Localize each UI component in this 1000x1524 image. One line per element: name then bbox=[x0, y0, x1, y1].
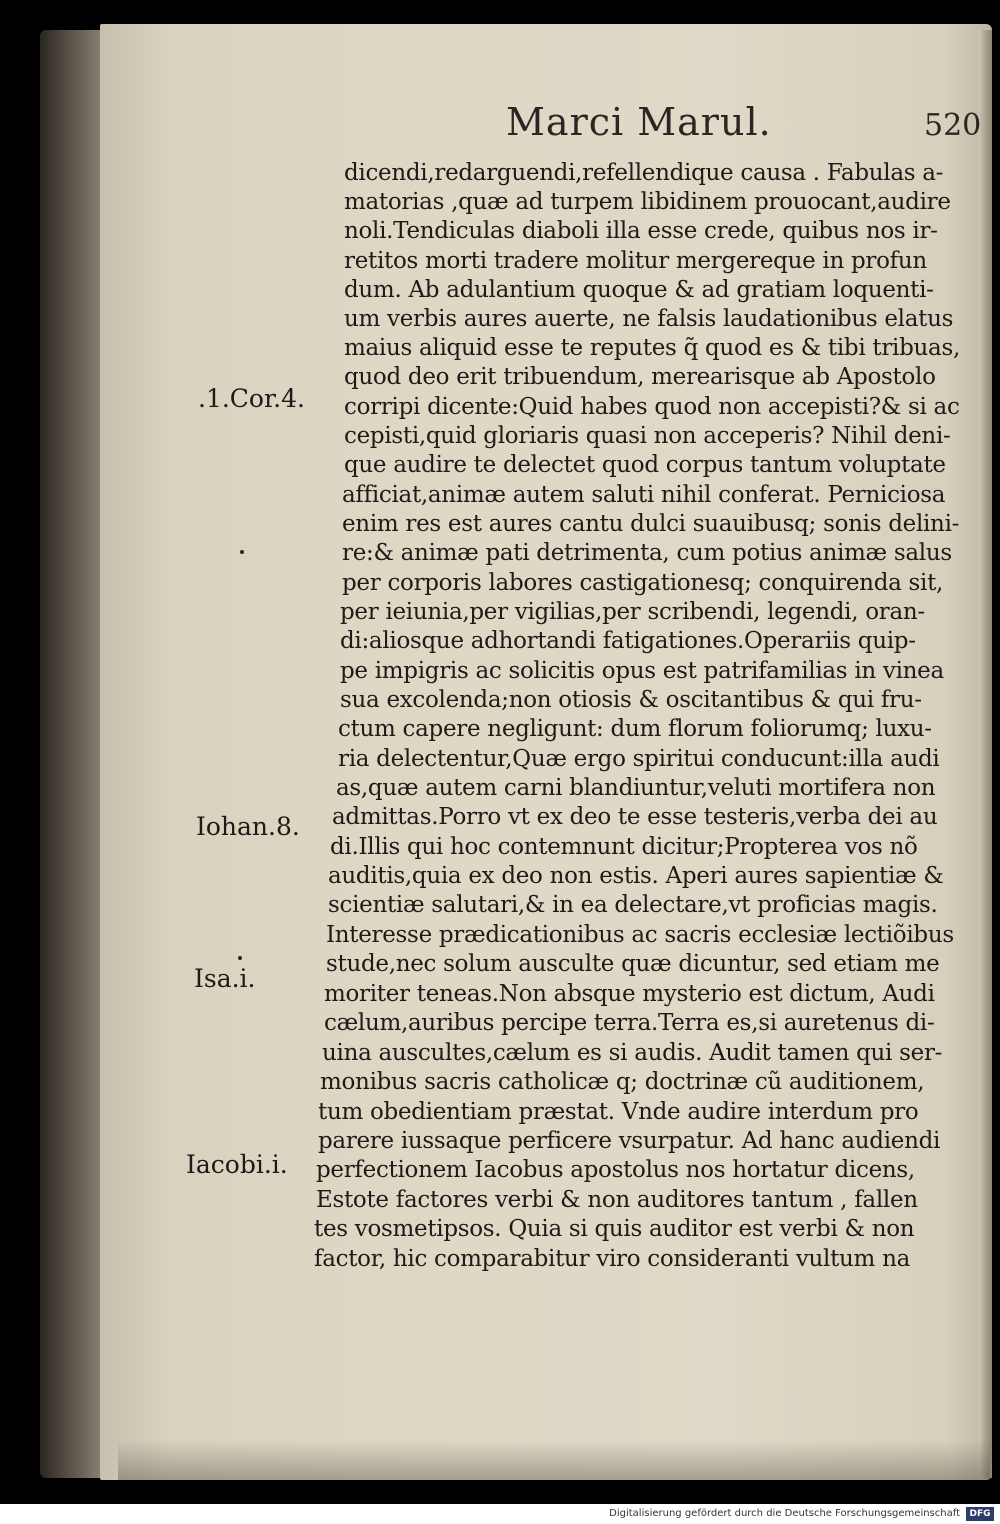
body-line: dicendi,redarguendi,refellendique causa . Fabulas a- bbox=[344, 160, 944, 186]
body-line: moriter teneas.Non absque mysterio est dictum, Audi bbox=[324, 981, 935, 1007]
body-line: dum. Ab adulantium quoque & ad gratiam loquenti- bbox=[344, 277, 934, 303]
ink-speck bbox=[240, 550, 244, 554]
body-line: di:aliosque adhortandi fatigationes.Operariis quip- bbox=[340, 628, 916, 654]
body-line: corripi dicente:Quid habes quod non accepisti?& si ac bbox=[344, 394, 960, 420]
body-line: noli.Tendiculas diaboli illa esse crede, quibus nos ir- bbox=[344, 218, 938, 244]
body-line: uina auscultes,cælum es si audis. Audit tamen qui ser- bbox=[322, 1040, 943, 1066]
footer-credit: Digitalisierung gefördert durch die Deutsche Forschungsgemeinschaft bbox=[609, 1508, 960, 1519]
body-line: perfectionem Iacobus apostolus nos hortatur dicens, bbox=[316, 1157, 915, 1183]
body-line: auditis,quia ex deo non estis. Aperi aures sapientiæ & bbox=[328, 863, 944, 889]
body-line: parere iussaque perficere vsurpatur. Ad hanc audiendi bbox=[318, 1128, 941, 1154]
dfg-logo: DFG bbox=[966, 1507, 994, 1521]
margin-note-cor: .1.Cor.4. bbox=[198, 384, 305, 413]
margin-note-iacobi: Iacobi.i. bbox=[186, 1150, 288, 1179]
body-line: pe impigris ac solicitis opus est patrifamilias in vinea bbox=[340, 658, 944, 684]
body-line: cælum,auribus percipe terra.Terra es,si auretenus di- bbox=[324, 1010, 935, 1036]
body-line: admittas.Porro vt ex deo te esse testeris,verba dei au bbox=[332, 804, 938, 830]
body-line: afficiat,animæ autem saluti nihil conferat. Perniciosa bbox=[342, 482, 946, 508]
body-line: sua excolenda;non otiosis & oscitantibus & qui fru- bbox=[340, 687, 922, 713]
body-line: scientiæ salutari,& in ea delectare,vt proficias magis. bbox=[328, 892, 938, 918]
body-line: as,quæ autem carni blandiuntur,veluti mortifera non bbox=[336, 775, 936, 801]
body-line: quod deo erit tribuendum, merearisque ab Apostolo bbox=[344, 364, 936, 390]
body-line: Interesse prædicationibus ac sacris ecclesiæ lectiõibus bbox=[326, 922, 954, 948]
body-line: matorias ,quæ ad turpem libidinem prouocant,audire bbox=[344, 189, 951, 215]
body-line: que audire te delectet quod corpus tantum voluptate bbox=[344, 452, 946, 478]
body-line: ctum capere negligunt: dum florum foliorumq; luxu- bbox=[338, 716, 932, 742]
margin-note-isa: Isa.i. bbox=[194, 964, 256, 993]
body-line: tes vosmetipsos. Quia si quis auditor est verbi & non bbox=[314, 1216, 915, 1242]
body-line: monibus sacris catholicæ q; doctrinæ cũ auditionem, bbox=[320, 1069, 925, 1095]
body-line: ria delectentur,Quæ ergo spiritui conducunt:illa audi bbox=[338, 746, 940, 772]
body-line: re:& animæ pati detrimenta, cum potius animæ salus bbox=[342, 540, 952, 566]
body-line: um verbis aures auerte, ne falsis laudationibus elatus bbox=[344, 306, 954, 332]
page-right-edge bbox=[978, 30, 992, 1478]
body-line: cepisti,quid gloriaris quasi non acceperis? Nihil deni- bbox=[344, 423, 951, 449]
body-line: enim res est aures cantu dulci suauibusq; sonis delini- bbox=[342, 511, 960, 537]
page-bottom-shadow bbox=[118, 1440, 990, 1480]
body-line: factor, hic comparabitur viro consideranti vultum na bbox=[314, 1246, 911, 1272]
body-line: per ieiunia,per vigilias,per scribendi, legendi, oran- bbox=[340, 599, 925, 625]
body-line: maius aliquid esse te reputes q̃ quod es & tibi tribuas, bbox=[344, 335, 960, 361]
body-line: per corporis labores castigationesq; conquirenda sit, bbox=[342, 570, 944, 596]
body-line: di.Illis qui hoc contemnunt dicitur;Propterea vos nõ bbox=[330, 834, 918, 860]
body-line: tum obedientiam præstat. Vnde audire interdum pro bbox=[318, 1099, 919, 1125]
ink-speck bbox=[238, 956, 242, 960]
page-number: 520 bbox=[924, 108, 982, 143]
running-header-title: Marci Marul. bbox=[506, 100, 772, 144]
margin-note-iohan: Iohan.8. bbox=[196, 812, 300, 841]
body-line: retitos morti tradere molitur mergereque in profun bbox=[344, 248, 927, 274]
body-line: stude,nec solum ausculte quæ dicuntur, sed etiam me bbox=[326, 951, 940, 977]
body-line: Estote factores verbi & non auditores tantum , fallen bbox=[316, 1187, 918, 1213]
